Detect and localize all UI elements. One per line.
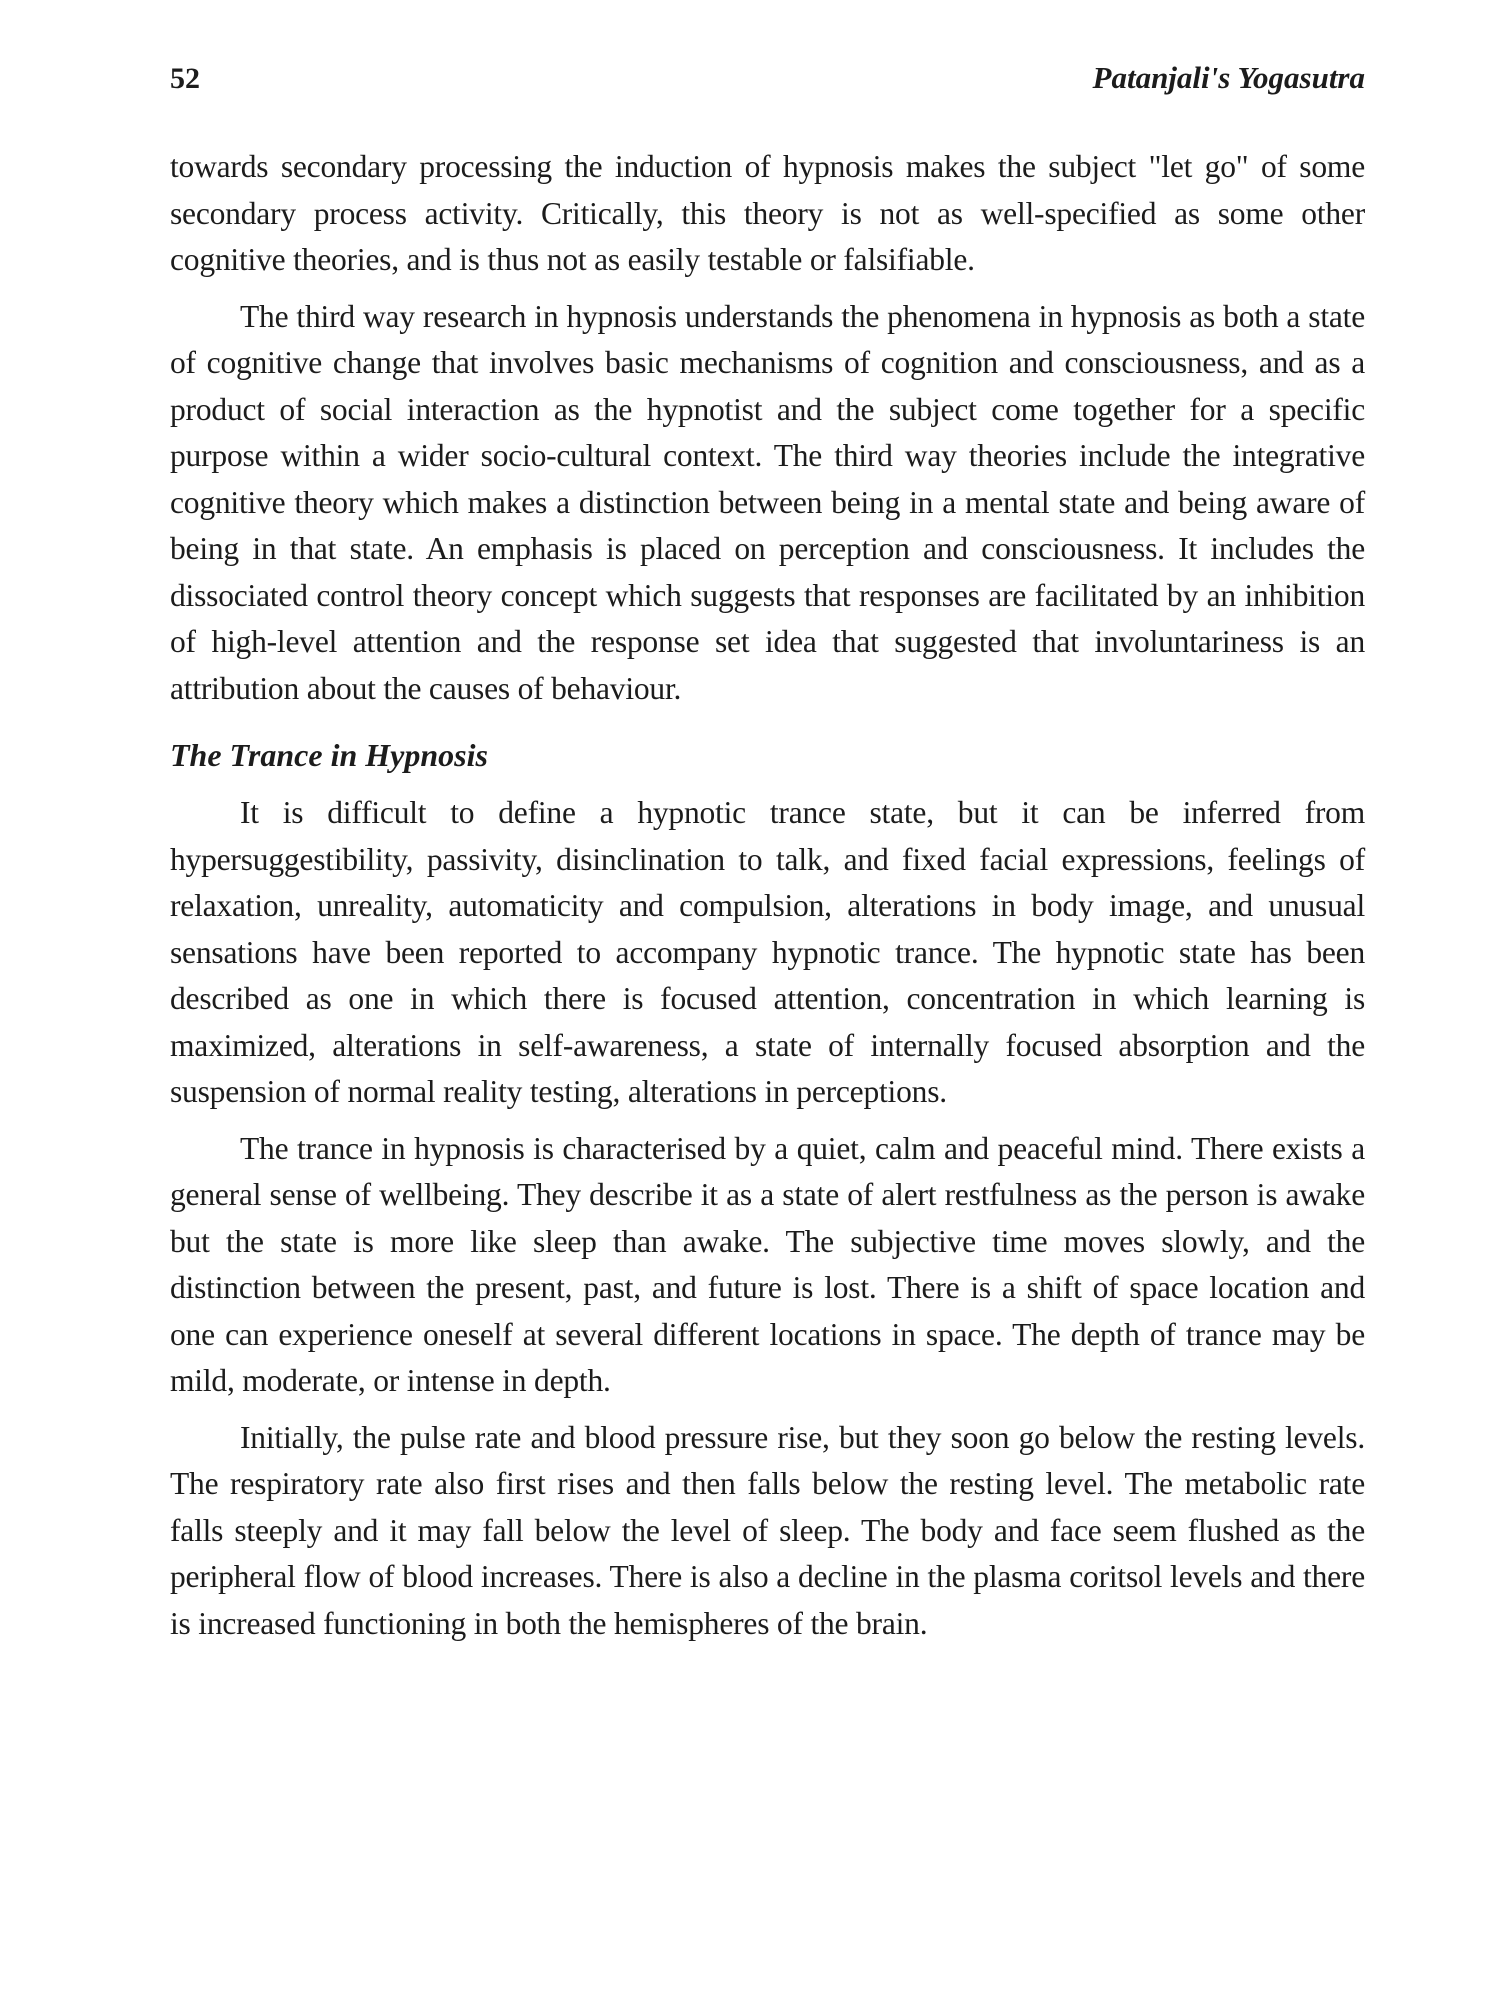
running-head [170,60,1365,106]
page-number: 52 [170,62,200,95]
paragraph-continuation: towards secondary processing the induction of hypnosis makes the subject "let go" of some secondary process activity. Critically, this theory is not as well-specified as some other cognitive theories, and is thus not as easily testable or falsifiable. [170,149,1365,277]
paragraph-third-way: The third way research in hypnosis understands the phenomena in hypnosis as both a state of cognitive change that involves basic mechanisms of cognition and consciousness, and as a product of social interaction as the hypnotist and the subject come together for a specific purpose within a wider socio-cultural context. The third way theories include the integrative cognitive theory which makes a distinction between being in a mental state and being aware of being in that state. An emphasis is placed on perception and consciousness. It includes the dissociated control theory concept which suggests that responses are facilitated by an inhibition of high-level attention and the response set idea that suggested that involuntariness is an attribution about the causes of behaviour. [170,298,1365,706]
paragraph-trance-characteristics: The trance in hypnosis is characterised by a quiet, calm and peaceful mind. There exists a general sense of wellbeing. They describe it as a state of alert restfulness as the person is awake but the state is more like sleep than awake. The subjective time moves slowly, and the distinction between the present, past, and future is lost. There is a shift of space location and one can experience oneself at several different locations in space. The depth of trance may be mild, moderate, or intense in depth. [170,1130,1365,1398]
section-heading: The Trance in Hypnosis [170,737,488,773]
paragraph-physiology: Initially, the pulse rate and blood pressure rise, but they soon go below the resting levels. The respiratory rate also first rises and then falls below the resting level. The metabolic rate falls steeply and it may fall below the level of sleep. The body and face seem flushed as the peripheral flow of blood increases. There is also a decline in the plasma coritsol levels and there is increased functioning in both the hemispheres of the brain. [170,1419,1365,1641]
book-page [170,60,1365,1647]
paragraph-trance-definition: It is difficult to define a hypnotic trance state, but it can be inferred from hypersuggestibility, passivity, disinclination to talk, and fixed facial expressions, feelings of relaxation, unreality, automaticity and compulsion, alterations in body image, and unusual sensations have been reported to accompany hypnotic trance. The hypnotic state has been described as one in which there is focused attention, concentration in which learning is maximized, alterations in self-awareness, a state of internally focused absorption and the suspension of normal reality testing, alterations in perceptions. [170,795,1365,1109]
book-title: Patanjali's Yogasutra [1092,60,1365,95]
